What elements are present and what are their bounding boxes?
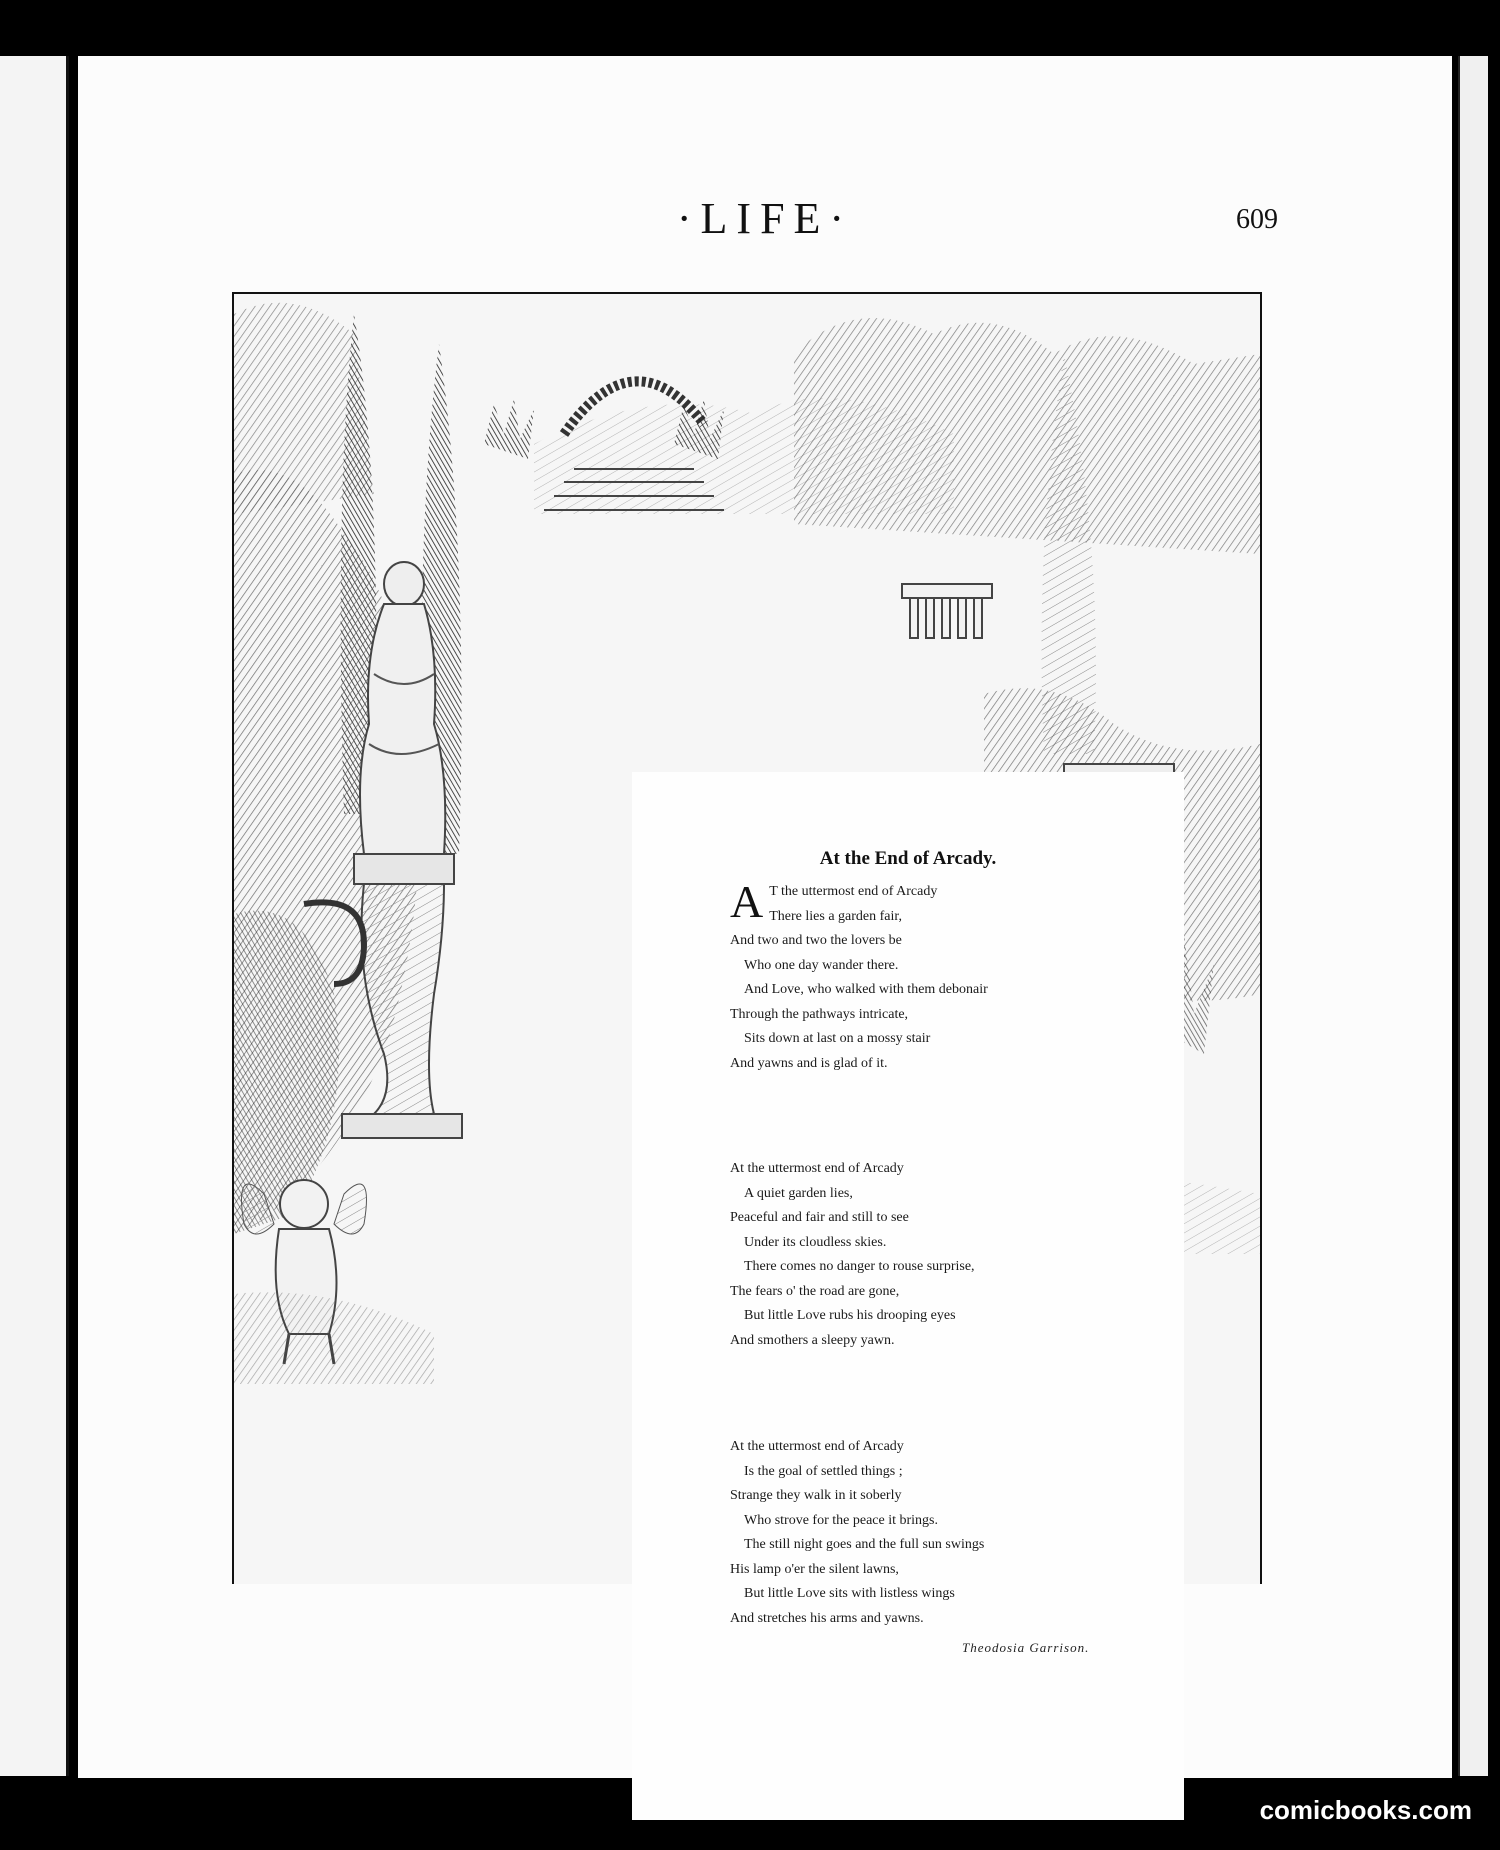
poem-line: At the uttermost end of Arcady [730,1161,904,1176]
poem-line: Under its cloudless skies. [744,1234,887,1250]
garden-illustration [232,292,1262,1655]
poem-title: At the End of Arcady. [819,848,997,869]
poem-line: Sits down at last on a mossy stair [744,1031,931,1046]
poem-line: But little Love sits with listless wings [744,1586,955,1601]
masthead-title: ·LIFE· [676,194,854,243]
magazine-page [78,56,1452,1778]
poem-line: His lamp o'er the silent lawns, [730,1561,899,1577]
poem-line: The fears o' the road are gone, [730,1283,900,1299]
poem-line: But little Love rubs his drooping eyes [744,1308,956,1323]
poem-line: Who one day wander there. [744,957,899,973]
poem-line: Is the goal of settled things ; [744,1463,903,1479]
poem-line: And stretches his arms and yawns. [730,1610,924,1626]
poem-line: And two and two the lovers be [730,933,902,948]
poem-author: Theodosia Garrison. [962,1640,1090,1655]
stanza-3 [730,1435,1150,1631]
poem-line: And Love, who walked with them debonair [744,982,988,997]
facing-page-edge [0,56,69,1776]
drop-cap: A [730,876,764,927]
poem-line: There comes no danger to rouse surprise, [744,1259,975,1274]
poem-line: Strange they walk in it soberly [730,1488,902,1503]
stanza-1 [730,876,1150,1076]
poem-panel [632,772,1184,1820]
poem-line: Peaceful and fair and still to see [730,1210,909,1225]
poem-line: There lies a garden fair, [769,908,902,924]
watermark: comicbooks.com [1259,1795,1472,1825]
poem-line: A quiet garden lies, [744,1185,853,1201]
poem-line: At the uttermost end of Arcady [730,1439,904,1454]
poem-line: And yawns and is glad of it. [730,1055,888,1071]
poem-line: Who strove for the peace it brings. [744,1512,938,1528]
page-number: 609 [1236,204,1278,235]
next-page-edge [1458,56,1488,1776]
stanza-2 [730,1157,1150,1353]
poem-line: Through the pathways intricate, [730,1006,909,1022]
poem-line: And smothers a sleepy yawn. [730,1332,895,1348]
poem-line: T the uttermost end of Arcady [769,884,938,899]
poem-line: The still night goes and the full sun swings [744,1537,985,1552]
